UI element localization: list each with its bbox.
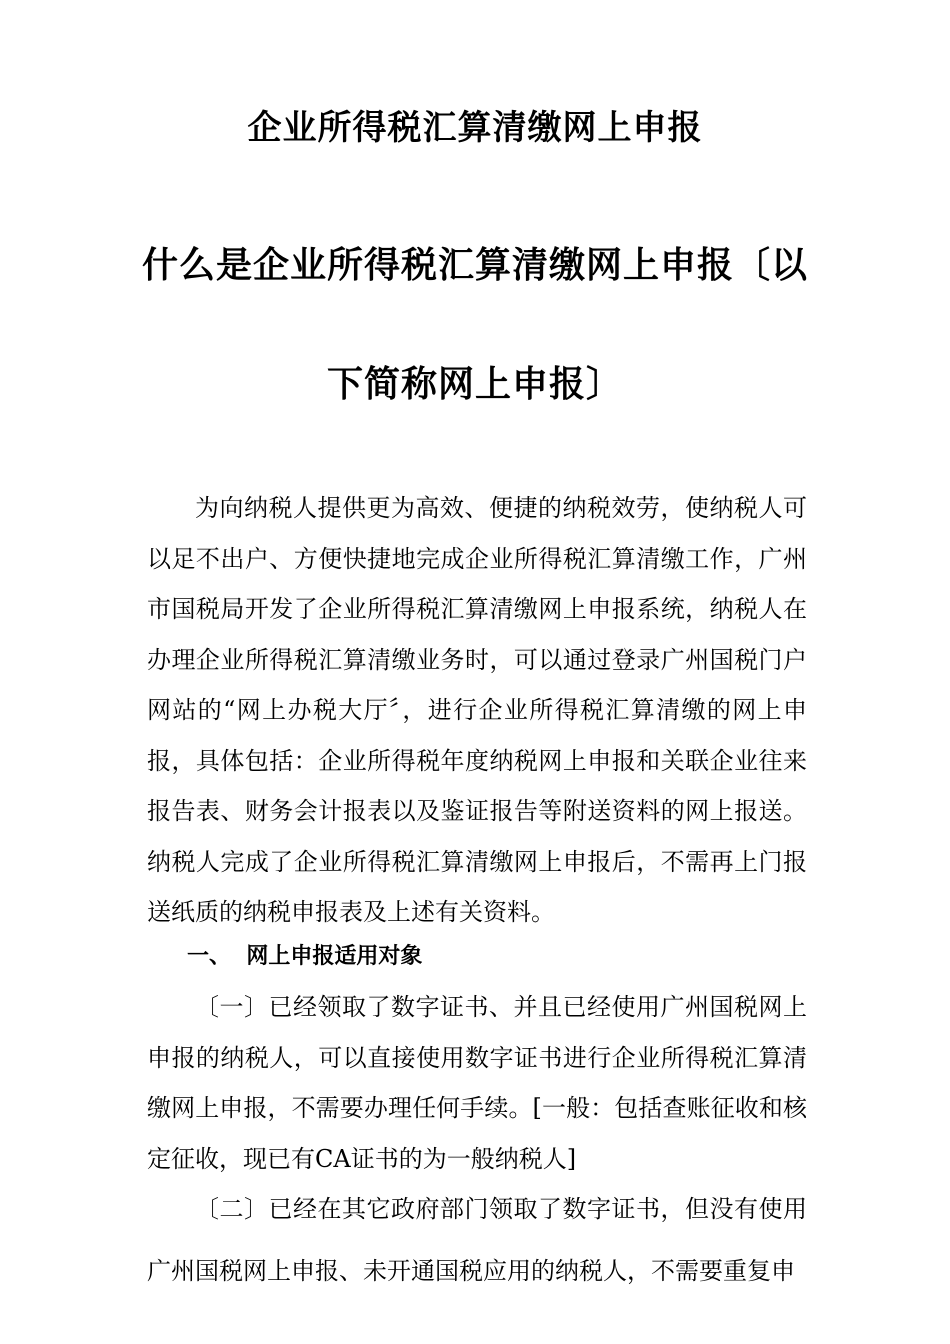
- question-heading-line-2: 下简称网上申报〕: [326, 364, 623, 405]
- paragraph-item-1: 〔一〕已经领取了数字证书、并且已经使用广州国税网上申报的纳税人，可以直接使用数字证书进行企业所得税汇算清缴网上申报，不需要办理任何手续。[一般：包括查账征收和核定征收，现已有CA证书的为一般纳税人]: [147, 993, 807, 1173]
- intro-paragraph: 为向纳税人提供更为高效、便捷的纳税效劳，使纳税人可以足不出户、方便快捷地完成企业所得税汇算清缴工作，广州市国税局开发了企业所得税汇算清缴网上申报系统，纳税人在办理企业所得税汇算清缴业务时，可以通过登录广州国税门户网站的“网上办税大厅〞，进行企业所得税汇算清缴的网上申报，具体包括：企业所得税年度纳税网上申报和关联企业往来报告表、财务会计报表以及鉴证报告等附送资料的网上报送。纳税人完成了企业所得税汇算清缴网上申报后，不需再上门报送纸质的纳税申报表及上述有关资料。: [147, 494, 807, 926]
- question-heading-line-1: 什么是企业所得税汇算清缴网上申报〔以: [141, 245, 808, 286]
- section-heading-applicable-objects: 一、 网上申报适用对象: [187, 944, 423, 969]
- paragraph-item-2: 〔二〕已经在其它政府部门领取了数字证书，但没有使用广州国税网上申报、未开通国税应用的纳税人，不需要重复申: [147, 1195, 807, 1285]
- document-title: 企业所得税汇算清缴网上申报: [247, 108, 703, 148]
